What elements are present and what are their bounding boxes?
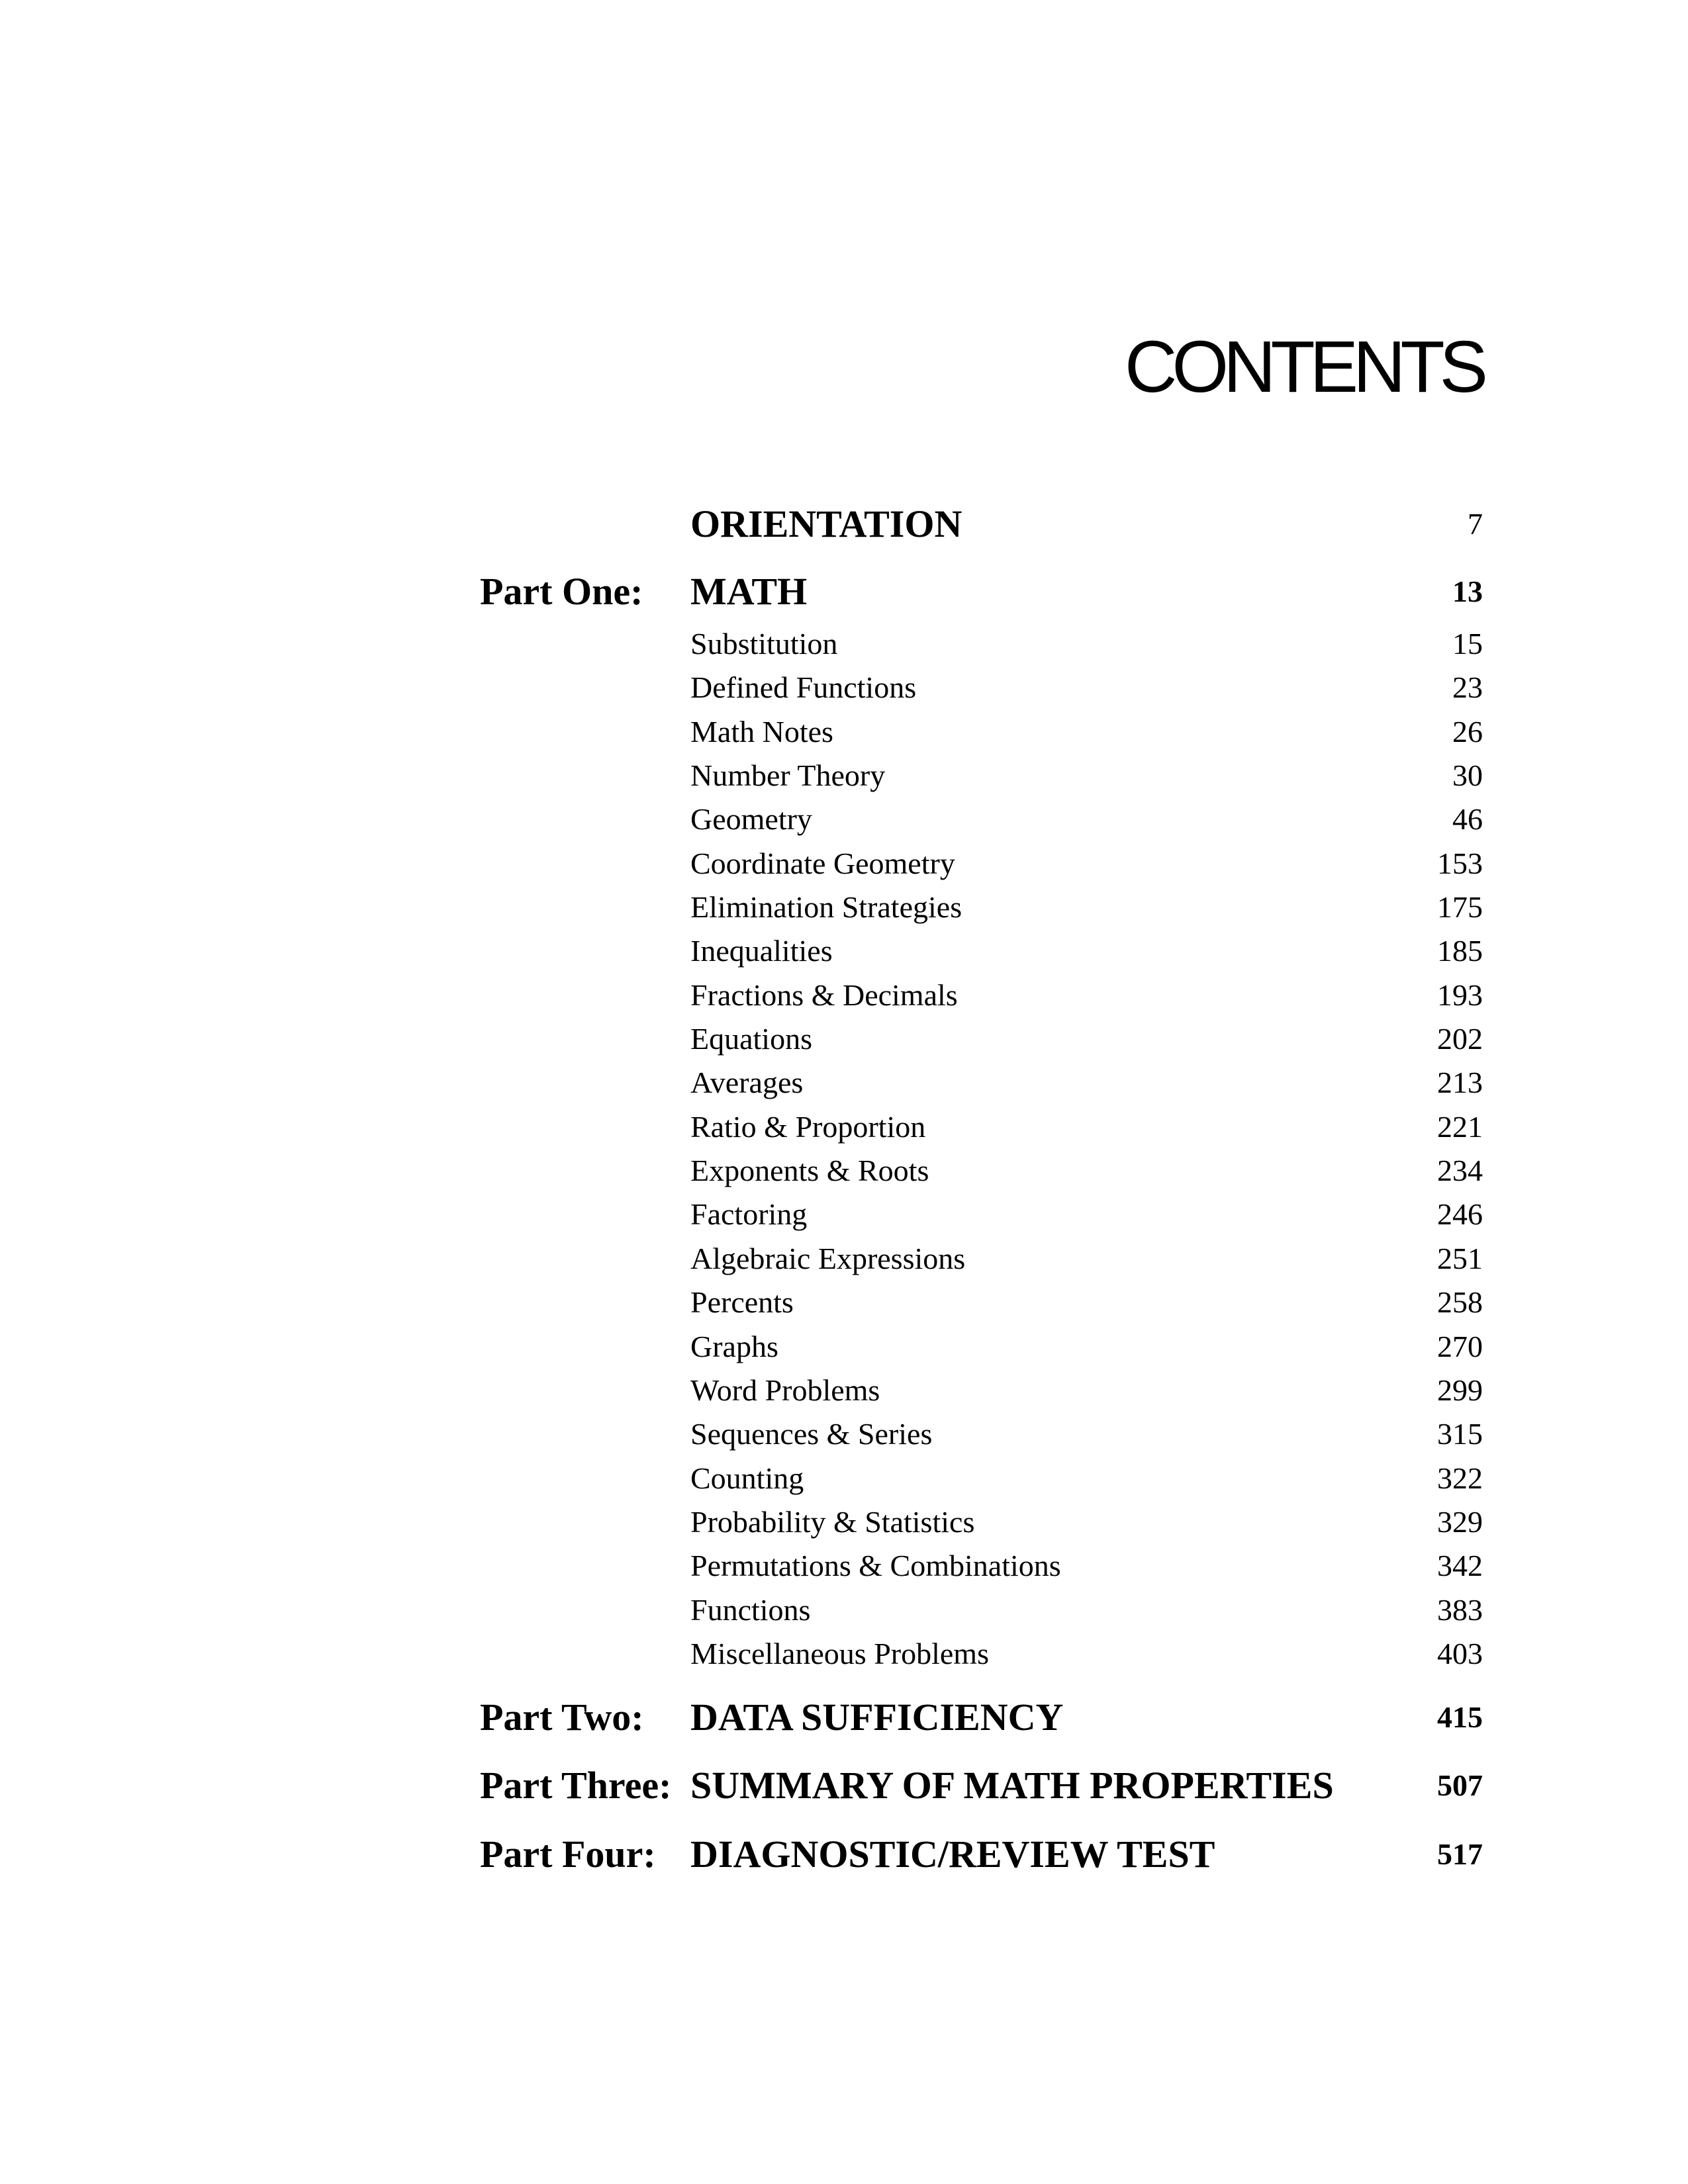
toc-sub-entry[interactable] (690, 1588, 1483, 1632)
part-page: 13 (1452, 574, 1483, 608)
toc-sub-entry[interactable] (690, 710, 1483, 754)
toc-entry-title: ORIENTATION (690, 502, 962, 545)
sub-entry-title: Word Problems (690, 1373, 880, 1407)
sub-entry-page: 26 (1452, 714, 1483, 749)
sub-entry-title: Coordinate Geometry (690, 846, 955, 880)
sub-entry-title: Averages (690, 1066, 804, 1100)
toc-sub-entry[interactable] (690, 1500, 1483, 1544)
part-page: 517 (1437, 1837, 1483, 1871)
toc-sub-entry[interactable] (690, 1061, 1483, 1105)
part-label: Part One: (480, 570, 643, 613)
toc-sub-entry[interactable] (690, 1369, 1483, 1412)
toc-sub-entry[interactable] (690, 1193, 1483, 1236)
sub-entry-page: 329 (1437, 1504, 1483, 1539)
sub-entry-page: 213 (1437, 1066, 1483, 1100)
toc-part-one[interactable] (480, 569, 1483, 615)
sub-entry-page: 270 (1437, 1329, 1483, 1363)
sub-entry-title: Permutations & Combinations (690, 1549, 1061, 1583)
sub-entry-page: 193 (1437, 978, 1483, 1012)
toc-part-two[interactable] (480, 1694, 1483, 1741)
sub-entry-title: Elimination Strategies (690, 890, 962, 925)
toc-sub-entry[interactable] (690, 1457, 1483, 1500)
sub-entry-page: 185 (1437, 934, 1483, 968)
page-title: CONTENTS (1125, 326, 1483, 408)
sub-entry-page: 15 (1452, 627, 1483, 660)
sub-entry-page: 46 (1452, 802, 1483, 837)
sub-entry-title: Exponents & Roots (690, 1154, 929, 1188)
toc-sub-entry[interactable] (690, 1105, 1483, 1149)
sub-entry-page: 383 (1437, 1592, 1483, 1627)
toc-sub-entry[interactable] (690, 1632, 1483, 1676)
toc-sub-entry[interactable] (690, 886, 1483, 929)
sub-entry-page: 258 (1437, 1285, 1483, 1320)
sub-entry-title: Fractions & Decimals (690, 978, 958, 1012)
sub-entry-page: 175 (1437, 890, 1483, 925)
part-title: MATH (690, 570, 808, 613)
sub-entry-title: Miscellaneous Problems (690, 1636, 989, 1670)
sub-entry-title: Number Theory (690, 758, 886, 793)
toc-part-three[interactable] (480, 1762, 1483, 1809)
part-title: DATA SUFFICIENCY (690, 1696, 1064, 1739)
part-title: DIAGNOSTIC/REVIEW TEST (690, 1833, 1215, 1876)
toc-sub-entry[interactable] (690, 974, 1483, 1017)
sub-entry-title: Probability & Statistics (690, 1504, 975, 1539)
toc-part-four[interactable] (480, 1831, 1483, 1878)
sub-entry-page: 153 (1437, 846, 1483, 880)
sub-entry-title: Functions (690, 1592, 811, 1627)
sub-entry-page: 251 (1437, 1241, 1483, 1275)
sub-entry-title: Math Notes (690, 714, 833, 749)
sub-entry-title: Factoring (690, 1197, 808, 1232)
sub-entry-page: 315 (1437, 1417, 1483, 1451)
toc-sub-entry[interactable] (690, 1281, 1483, 1324)
sub-entry-page: 246 (1437, 1197, 1483, 1232)
sub-entry-title: Graphs (690, 1329, 778, 1363)
toc-sub-entry[interactable] (690, 1325, 1483, 1369)
toc-entry-page: 7 (1468, 507, 1483, 541)
toc-sub-entry[interactable] (690, 1149, 1483, 1193)
toc-sub-entry[interactable] (690, 842, 1483, 886)
sub-entry-title: Geometry (690, 802, 812, 837)
sub-entry-page: 30 (1452, 758, 1483, 793)
toc-sub-entry[interactable] (690, 1237, 1483, 1281)
part-page: 507 (1437, 1768, 1483, 1802)
toc-entry-orientation[interactable] (480, 501, 1483, 547)
sub-entry-page: 403 (1437, 1636, 1483, 1670)
sub-entry-page: 299 (1437, 1373, 1483, 1407)
toc-sub-entry[interactable] (690, 666, 1483, 709)
math-section-list (690, 622, 1483, 1676)
sub-entry-title: Equations (690, 1022, 812, 1056)
sub-entry-title: Defined Functions (690, 670, 917, 705)
sub-entry-title: Counting (690, 1461, 804, 1495)
sub-entry-page: 342 (1437, 1549, 1483, 1583)
sub-entry-title: Ratio & Proportion (690, 1109, 926, 1144)
part-label: Part Three: (480, 1764, 672, 1807)
sub-entry-title: Algebraic Expressions (690, 1241, 966, 1275)
sub-entry-page: 322 (1437, 1461, 1483, 1495)
part-label: Part Two: (480, 1696, 644, 1739)
part-title: SUMMARY OF MATH PROPERTIES (690, 1764, 1334, 1807)
toc-sub-entry[interactable] (690, 754, 1483, 797)
sub-entry-title: Substitution (690, 627, 838, 660)
part-page: 415 (1437, 1700, 1483, 1734)
toc-sub-entry[interactable] (690, 1017, 1483, 1061)
sub-entry-page: 202 (1437, 1022, 1483, 1056)
toc-sub-entry[interactable] (690, 1544, 1483, 1588)
sub-entry-page: 234 (1437, 1154, 1483, 1188)
part-label: Part Four: (480, 1833, 656, 1876)
toc-sub-entry[interactable] (690, 1412, 1483, 1456)
sub-entry-title: Inequalities (690, 934, 833, 968)
sub-entry-page: 23 (1452, 670, 1483, 705)
sub-entry-page: 221 (1437, 1109, 1483, 1144)
toc-sub-entry[interactable] (690, 622, 1483, 666)
toc-sub-entry[interactable] (690, 797, 1483, 841)
toc-sub-entry[interactable] (690, 929, 1483, 973)
sub-entry-title: Percents (690, 1285, 794, 1320)
sub-entry-title: Sequences & Series (690, 1417, 933, 1451)
